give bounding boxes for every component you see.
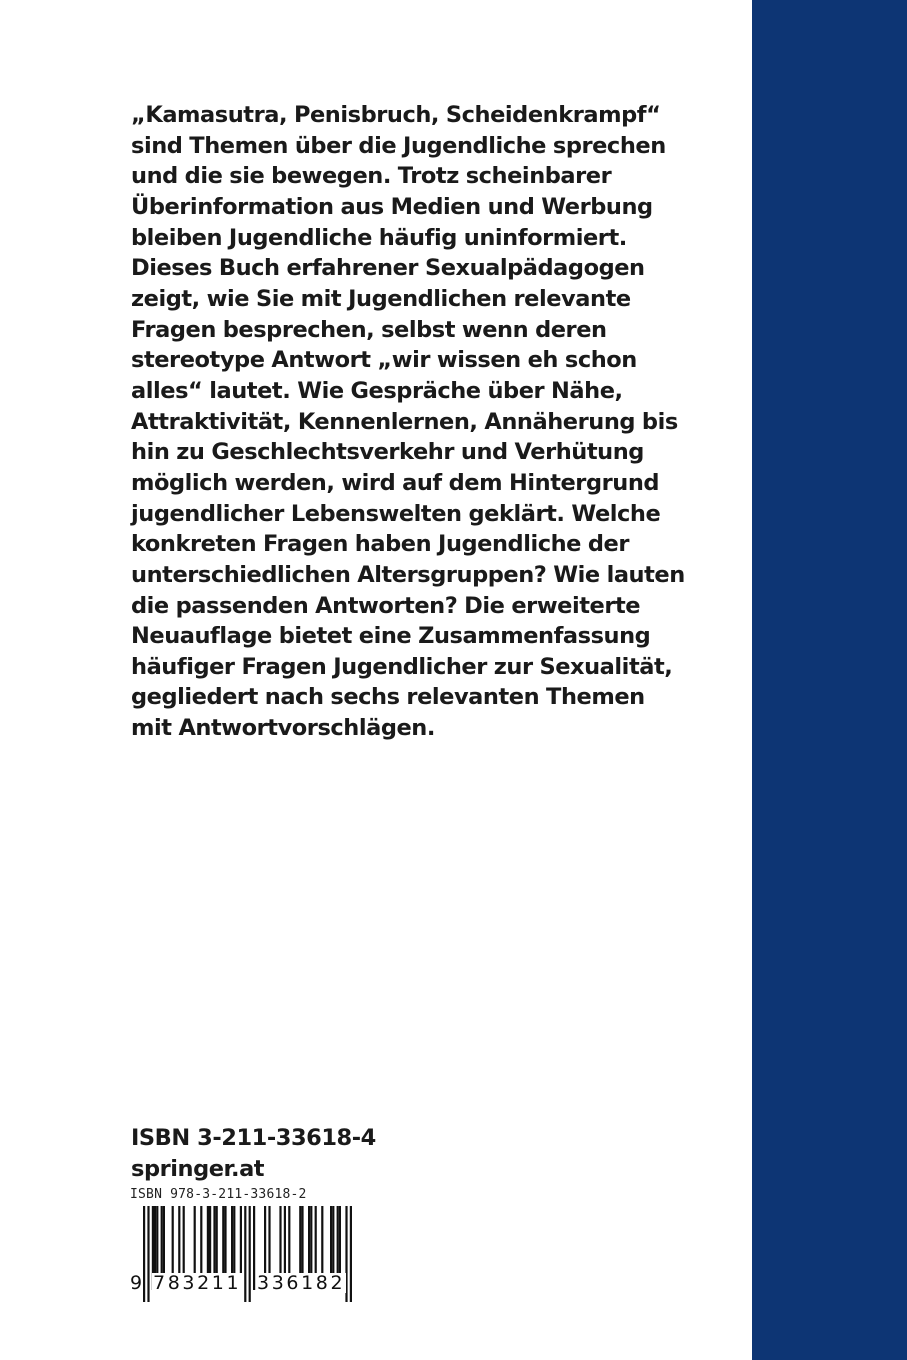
blurb-line: unterschiedlichen Altersgruppen? Wie lauten	[131, 561, 685, 588]
barcode-isbn13-label: ISBN 978-3-211-33618-2	[130, 1187, 307, 1202]
blurb-line: jugendlicher Lebenswelten geklärt. Welche	[131, 500, 661, 527]
blurb-text	[131, 100, 685, 744]
blurb-line: und die sie bewegen. Trotz scheinbarer	[131, 163, 612, 190]
blurb-line: konkreten Fragen haben Jugendliche der	[131, 531, 629, 558]
barcode-guard-bar	[147, 1206, 149, 1302]
blue-spine-band	[752, 0, 907, 1360]
barcode-lead-digit: 9	[130, 1272, 143, 1294]
blurb-line: hin zu Geschlechtsverkehr und Verhütung	[131, 439, 644, 466]
blurb-line: mit Antwortvorschlägen.	[131, 715, 435, 742]
blurb-line: sind Themen über die Jugendliche sprechen	[131, 132, 666, 159]
blurb-line: häufiger Fragen Jugendlicher zur Sexualität,	[131, 653, 673, 680]
isbn-number: ISBN 3-211-33618-4	[131, 1125, 376, 1151]
barcode-guard-bar	[249, 1206, 251, 1302]
barcode-left-group: 783211	[153, 1272, 242, 1294]
barcode-guard-bar	[143, 1206, 145, 1302]
blurb-line: Fragen besprechen, selbst wenn deren	[131, 316, 607, 343]
blurb-line: Neuauflage bietet eine Zusammenfassung	[131, 623, 651, 650]
publisher-website: springer.at	[131, 1156, 265, 1182]
blurb-line: die passenden Antworten? Die erweiterte	[131, 592, 641, 619]
barcode-guard-bar	[244, 1206, 246, 1302]
blurb-line: stereotype Antwort „wir wissen eh schon	[131, 347, 637, 374]
barcode-guard-bar	[350, 1206, 352, 1302]
blurb-line: alles“ lautet. Wie Gespräche über Nähe,	[131, 377, 623, 404]
isbn-barcode	[128, 1187, 368, 1307]
blurb-line: Dieses Buch erfahrener Sexualpädagogen	[131, 255, 645, 282]
blurb-line: zeigt, wie Sie mit Jugendlichen relevante	[131, 285, 631, 312]
blurb-line: möglich werden, wird auf dem Hintergrund	[131, 469, 660, 496]
blurb-line: Überinformation aus Medien und Werbung	[131, 193, 653, 220]
barcode-bar	[253, 1206, 255, 1290]
blurb-line: bleiben Jugendliche häufig uninformiert.	[131, 224, 627, 251]
blurb-line: gegliedert nach sechs relevanten Themen	[131, 684, 645, 711]
blurb-line: „Kamasutra, Penisbruch, Scheidenkrampf“	[131, 102, 661, 128]
blurb-line: Attraktivität, Kennenlernen, Annäherung bis	[131, 408, 678, 435]
barcode-right-group: 336182	[257, 1272, 346, 1294]
